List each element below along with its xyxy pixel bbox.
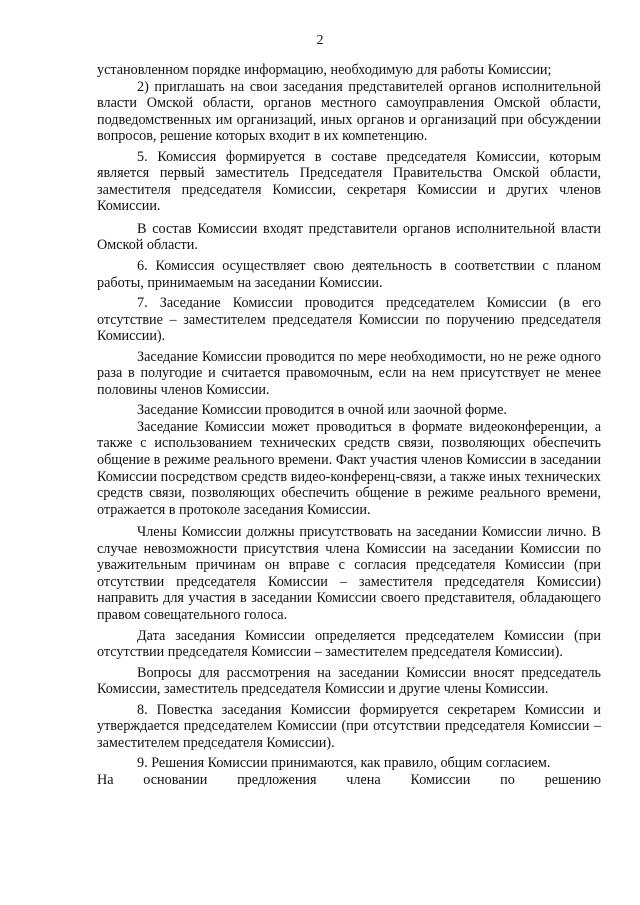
paragraph-meeting-form: Заседание Комиссии проводится в очной или заочной форме.: [137, 402, 507, 419]
paragraph-section-5: 5. Комиссия формируется в составе председателя Комиссии, которым является первый заместитель Председателя Правительства Омской области, заместителя председателя Комиссии, секретаря Комиссии и других членов Комиссии.: [97, 148, 601, 215]
paragraph-section-8: 8. Повестка заседания Комиссии формируется секретарем Комиссии и утверждается председателем Комиссии (при отсутствии председателя Комиссии – заместителем председателя Комиссии).: [97, 701, 601, 751]
paragraph-meeting-frequency: Заседание Комиссии проводится по мере необходимости, но не реже одного раза в полугодие и считается правомочным, если на нем присутствует не менее половины членов Комиссии.: [97, 348, 601, 398]
paragraph-section-9-continuation: На основании предложения члена Комиссии по решению: [97, 771, 601, 788]
paragraph-composition: В состав Комиссии входят представители органов исполнительной власти Омской области.: [97, 220, 601, 254]
paragraph-meeting-date: Дата заседания Комиссии определяется председателем Комиссии (при отсутствии председателя Комиссии – заместителем председателя Комиссии).: [97, 627, 601, 661]
paragraph-continuation: установленном порядке информацию, необходимую для работы Комиссии;: [97, 62, 552, 78]
paragraph-section-7: 7. Заседание Комиссии проводится председателем Комиссии (в его отсутствие – заместителем председателя Комиссии по поручению председателя Комиссии).: [97, 295, 601, 345]
paragraph-section-9: 9. Решения Комиссии принимаются, как правило, общим согласием.: [137, 755, 551, 772]
document-body: [97, 62, 601, 788]
paragraph-item-2: 2) приглашать на свои заседания представителей органов исполнительной власти Омской области, органов местного самоуправления Омской области, подведомственных им организаций, иных органов и организаций при обсуждении вопросов, решение которых входит в их компетенцию.: [97, 78, 601, 145]
paragraph-members-attendance: Члены Комиссии должны присутствовать на заседании Комиссии лично. В случае невозможности присутствия члена Комиссии на заседании Комиссии по уважительным причинам он вправе с согласия председателя Комиссии (при отсутствии председателя Комиссии – заместителя председателя Комиссии) направить для участия в заседании Комиссии своего представителя, обладающего правом совещательного голоса.: [97, 524, 601, 623]
page-number: 2: [316, 33, 324, 48]
paragraph-agenda-questions: Вопросы для рассмотрения на заседании Комиссии вносят председатель Комиссии, заместитель председателя Комиссии и другие члены Комиссии.: [97, 664, 601, 698]
paragraph-videoconference: Заседание Комиссии может проводиться в формате видеоконференции, а также с использованием технических средств связи, позволяющих обеспечить общение в режиме реального времени. Факт участия членов Комиссии в заседании Комиссии посредством средств видео-конференц-связи, а также иных технических средств связи, позволяющих обеспечить общение в режиме реального времени, отражается в протоколе заседания Комиссии.: [97, 418, 601, 518]
paragraph-section-6: 6. Комиссия осуществляет свою деятельность в соответствии с планом работы, принимаемым на заседании Комиссии.: [97, 258, 601, 291]
